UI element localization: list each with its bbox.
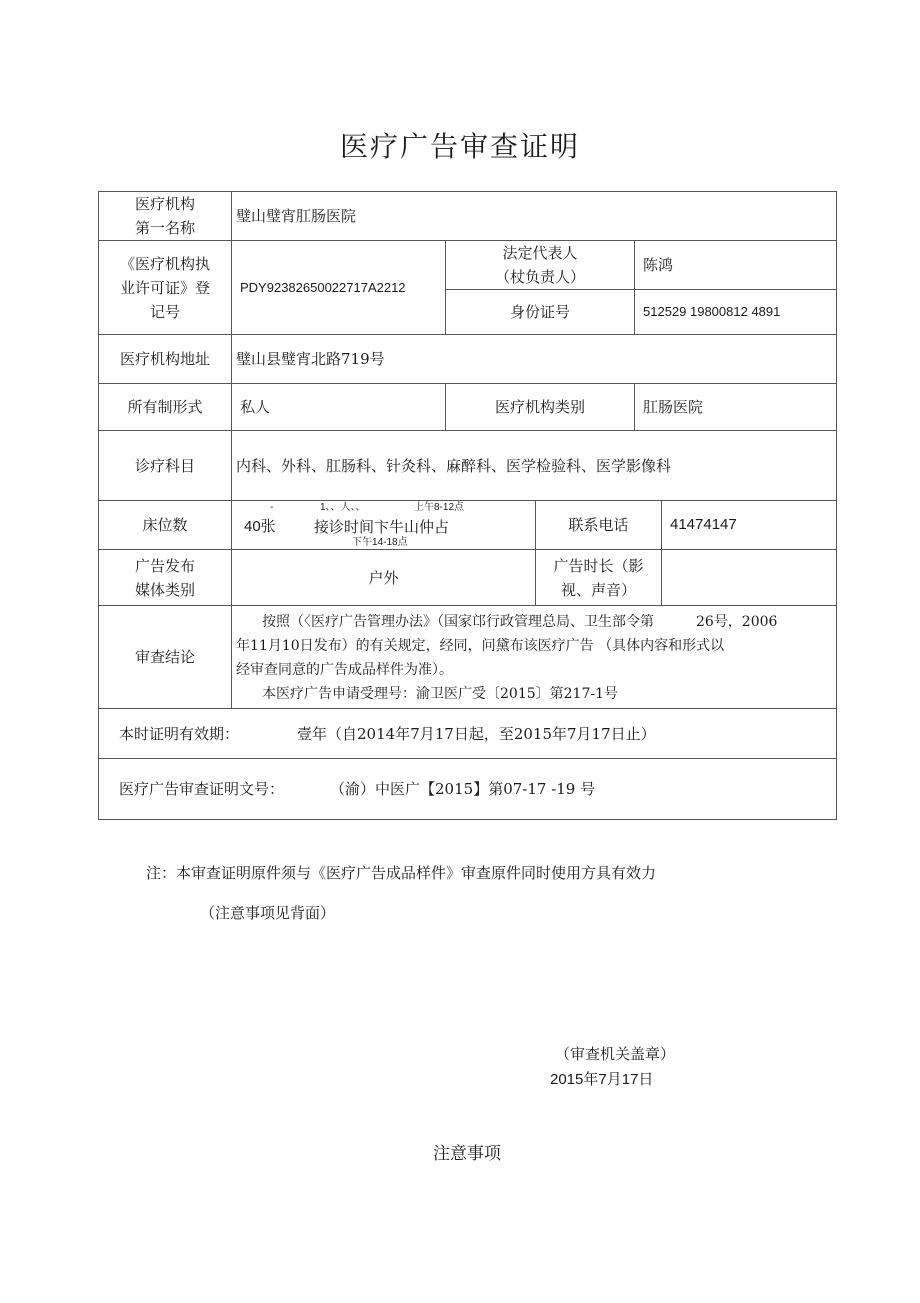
category-label: 医疗机构类别	[446, 384, 635, 431]
doc-no-value: （渝）中医广【2015】第07-17 -19 号	[330, 780, 596, 798]
id-number: 512529 19800812 4891	[635, 290, 837, 335]
row-validity	[99, 709, 837, 759]
row-ownership	[99, 384, 837, 431]
label-line: 医疗机构	[134, 195, 195, 213]
phone-label: 联系电话	[536, 501, 662, 550]
row-departments	[99, 431, 837, 501]
ownership-label: 所有制形式	[99, 384, 232, 431]
institution-name-label	[99, 192, 232, 241]
validity-label: 本时证明有效期：	[119, 724, 240, 743]
row-review	[99, 606, 837, 709]
legal-rep-label	[446, 241, 635, 290]
stamp-label: （审查机关盖章）	[555, 1045, 676, 1063]
address: 璧山县璧宵北路719号	[232, 335, 837, 384]
label-line: 第一名称	[134, 219, 195, 237]
category: 肛肠医院	[635, 384, 837, 431]
review-line: 按照（〈医疗广告管理办法》（国家邙行政管理总局、卫生部令第 26号，2006	[262, 614, 778, 630]
media-label	[99, 550, 232, 606]
label-line: 广告发布	[134, 556, 195, 575]
label-line: 广告时长（影	[553, 556, 644, 575]
label-line: 媒体类别	[134, 580, 195, 599]
validity	[99, 709, 837, 759]
row-license-legal-rep	[99, 241, 837, 290]
label-line: 业许可证》登	[119, 278, 210, 297]
duration	[662, 550, 837, 606]
row-institution-name	[99, 192, 837, 241]
license-label	[99, 241, 232, 335]
hours-small-1: 1、、人、、	[320, 502, 366, 513]
departments: 内科、外科、肛肠科、针灸科、麻醉科、医学检验科、医学影像科	[232, 431, 837, 501]
doc-number	[99, 759, 837, 820]
notice-heading: 注意事项	[433, 1144, 501, 1164]
beds-value: 40张	[244, 518, 276, 535]
media: 户外	[232, 550, 536, 606]
duration-label	[536, 550, 662, 606]
beds-dash: -	[270, 502, 274, 513]
review-line: 年11月10日发布）的有关规定，经同，问黛布该医疗广告 （具体内容和形式以	[236, 638, 725, 654]
review-line: 经审查同意的广告成品样件为准）。	[236, 662, 453, 678]
beds-label: 床位数	[99, 501, 232, 550]
validity-note: 注：本审查证明原件须与《医疗广告成品样件》审查原件同时使用方具有效力	[146, 864, 657, 882]
beds-hours-cell	[232, 501, 536, 550]
see-back-note: （注意事项见背面）	[200, 904, 336, 922]
certificate-table	[98, 191, 837, 820]
row-media	[99, 550, 837, 606]
institution-name: 璧山璧宵肛肠医院	[232, 192, 837, 241]
address-label: 医疗机构地址	[99, 335, 232, 384]
license-number: PDY92382650022717A2212	[232, 241, 446, 335]
hours-small-pm: 下午14-18点	[352, 537, 408, 548]
issue-date: 2015年7月17日	[550, 1071, 654, 1088]
validity-value: 壹年（自2014年7月17日起，至2015年7月17日止）	[297, 724, 656, 743]
review-text	[232, 606, 837, 709]
departments-label: 诊疗科目	[99, 431, 232, 501]
label-line: （杖负责人）	[494, 268, 585, 286]
phone: 41474147	[662, 501, 837, 550]
row-doc-number	[99, 759, 837, 820]
row-address	[99, 335, 837, 384]
row-beds-hours-phone	[99, 501, 837, 550]
hours-small-am: 上午8-12点	[414, 502, 465, 513]
doc-no-label: 医疗广告审查证明文号：	[119, 780, 285, 798]
review-label: 审查结论	[99, 606, 232, 709]
legal-rep: 陈鸿	[635, 241, 837, 290]
page-title: 医疗广告审查证明	[339, 130, 580, 163]
label-line: 《医疗机构执	[119, 254, 210, 273]
hours-label: 接诊时间卞牛山仲占	[314, 518, 450, 536]
id-label: 身份证号	[446, 290, 635, 335]
review-line: 本医疗广告申请受理号：渝卫医广受〔2015〕第217-1号	[262, 686, 618, 702]
ownership: 私人	[232, 384, 446, 431]
label-line: 视、声音）	[560, 580, 636, 599]
label-line: 记号	[149, 302, 180, 321]
label-line: 法定代表人	[502, 244, 578, 262]
